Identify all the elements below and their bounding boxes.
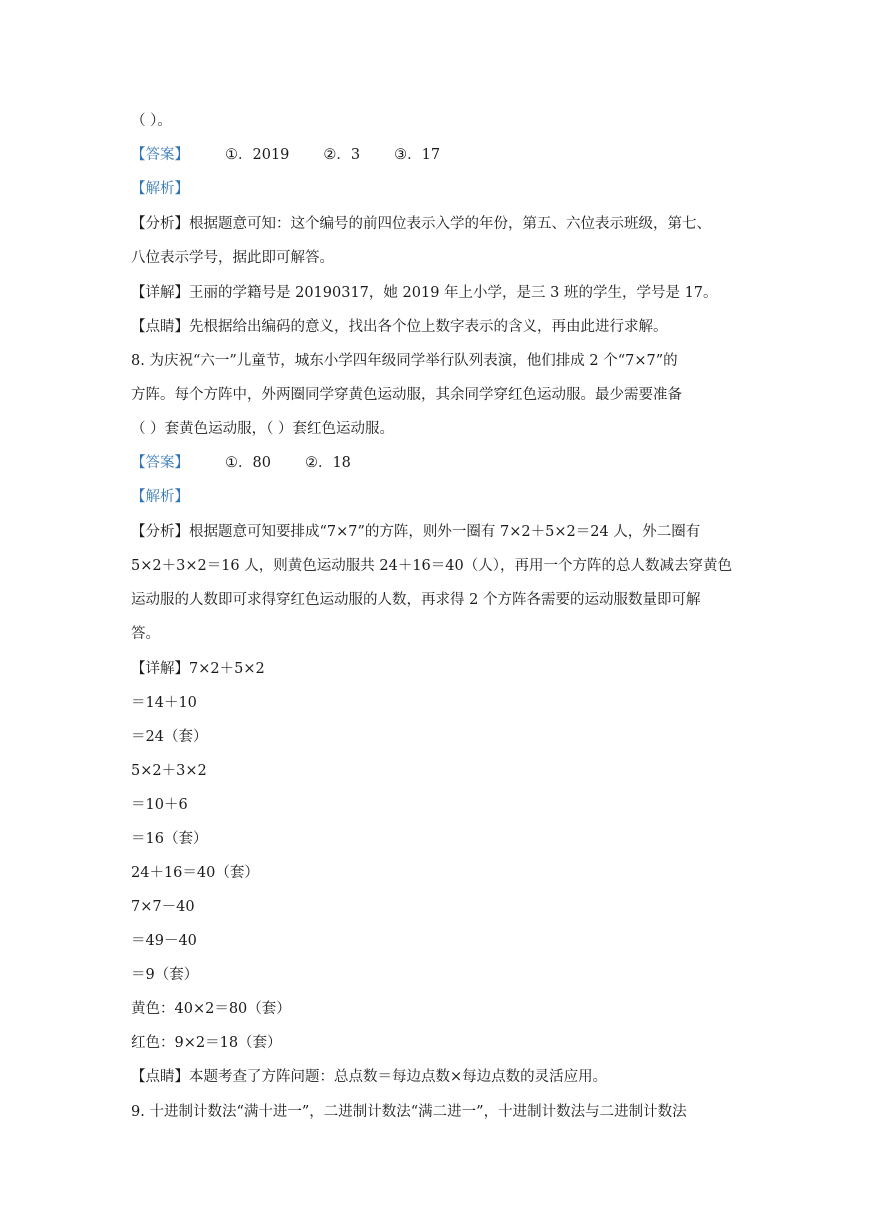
analysis-tag: 【解析】 xyxy=(131,489,189,505)
q7-detail-line: 【详解】王丽的学籍号是 20190317，她 2019 年上小学，是三 3 班的学生，学号是 17。 xyxy=(131,285,718,301)
answer-item: ①．80 xyxy=(225,455,271,471)
q8-step-line: ＝9（套） xyxy=(131,967,199,983)
q7-analysis-line: 八位表示学号，据此即可解答。 xyxy=(131,250,334,266)
q8-step-line: 7×7－40 xyxy=(131,899,195,915)
q8-analysis-line: 5×2＋3×2＝16 人，则黄色运动服共 24＋16＝40（人），再用一个方阵的总人数减去穿黄色 xyxy=(131,558,732,574)
q8-analysis-line: 运动服的人数即可求得穿红色运动服的人数，再求得 2 个方阵各需要的运动服数量即可解 xyxy=(131,592,701,608)
q8-step-line: 5×2＋3×2 xyxy=(131,763,207,779)
answer-tag: 【答案】 xyxy=(131,147,189,163)
analysis-tag: 【解析】 xyxy=(131,181,189,197)
q8-step-line: ＝14＋10 xyxy=(131,695,197,711)
q8-answer-line xyxy=(131,453,351,473)
q8-step-line: 24＋16＝40（套） xyxy=(131,865,259,881)
q8-step-line: 红色：9×2＝18（套） xyxy=(131,1035,282,1051)
answer-item: ②．18 xyxy=(304,455,351,471)
answer-item: ②．3 xyxy=(323,147,361,163)
q8-step-line: ＝10＋6 xyxy=(131,797,188,813)
q7-analysis-line: 【分析】根据题意可知：这个编号的前四位表示入学的年份，第五、六位表示班级，第七、 xyxy=(131,216,711,232)
q8-step-line: ＝24（套） xyxy=(131,729,208,745)
q8-step-line: 【详解】7×2＋5×2 xyxy=(131,661,265,677)
answer-item: ③．17 xyxy=(394,147,441,163)
q8-stem-line: 8. 为庆祝“六一”儿童节，城东小学四年级同学举行队列表演，他们排成 2 个“7×7”的 xyxy=(131,353,678,369)
answer-item: ①．2019 xyxy=(225,147,290,163)
q7-comment-line: 【点睛】先根据给出编码的意义，找出各个位上数字表示的含义，再由此进行求解。 xyxy=(131,319,668,335)
q8-step-line: ＝16（套） xyxy=(131,831,208,847)
answer-tag: 【答案】 xyxy=(131,455,189,471)
q7-blank-line: （ ）。 xyxy=(131,113,172,129)
q8-step-line: 黄色：40×2＝80（套） xyxy=(131,1001,291,1017)
q9-stem-line: 9. 十进制计数法“满十进一”，二进制计数法“满二进一”，十进制计数法与二进制计数法 xyxy=(131,1104,687,1120)
q8-step-line: ＝49－40 xyxy=(131,933,197,949)
q7-answer-line xyxy=(131,145,440,165)
q8-analysis-line: 答。 xyxy=(131,626,160,642)
q8-analysis-line: 【分析】根据题意可知要排成“7×7”的方阵，则外一圈有 7×2＋5×2＝24 人，外二圈有 xyxy=(131,524,701,540)
q8-stem-line: 方阵。每个方阵中，外两圈同学穿黄色运动服，其余同学穿红色运动服。最少需要准备 xyxy=(131,387,682,403)
q8-stem-line: （ ）套黄色运动服，（ ）套红色运动服。 xyxy=(131,421,394,437)
q8-comment-line: 【点睛】本题考查了方阵问题：总点数＝每边点数×每边点数的灵活应用。 xyxy=(131,1069,608,1085)
